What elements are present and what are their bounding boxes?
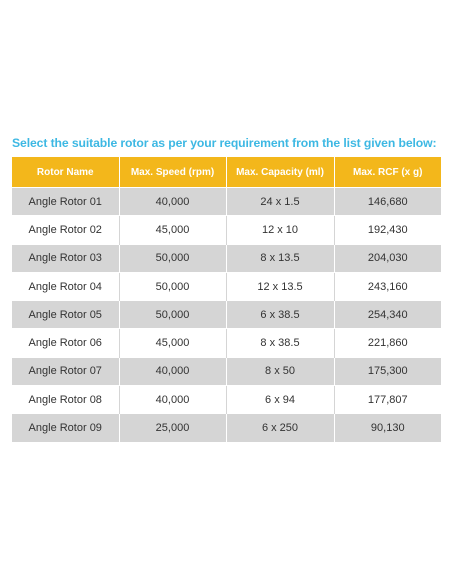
max-capacity-cell: 6 x 250: [226, 414, 334, 442]
column-header-max-speed: Max. Speed (rpm): [119, 157, 226, 188]
max-speed-cell: 50,000: [119, 272, 226, 300]
rotor-name-cell: Angle Rotor 03: [12, 244, 119, 272]
rotor-name-cell: Angle Rotor 09: [12, 414, 119, 442]
column-header-max-rcf: Max. RCF (x g): [334, 157, 441, 188]
max-speed-cell: 50,000: [119, 301, 226, 329]
max-rcf-cell: 175,300: [334, 357, 441, 385]
column-header-rotor-name: Rotor Name: [12, 157, 119, 188]
rotor-name-cell: Angle Rotor 02: [12, 216, 119, 244]
rotor-name-cell: Angle Rotor 08: [12, 386, 119, 414]
max-speed-cell: 40,000: [119, 188, 226, 216]
max-rcf-cell: 90,130: [334, 414, 441, 442]
max-capacity-cell: 8 x 13.5: [226, 244, 334, 272]
rotor-name-cell: Angle Rotor 04: [12, 272, 119, 300]
max-speed-cell: 40,000: [119, 357, 226, 385]
max-rcf-cell: 177,807: [334, 386, 441, 414]
max-capacity-cell: 6 x 94: [226, 386, 334, 414]
rotor-name-cell: Angle Rotor 06: [12, 329, 119, 357]
max-capacity-cell: 8 x 50: [226, 357, 334, 385]
table-row: [12, 188, 441, 216]
table-row: [12, 301, 441, 329]
max-capacity-cell: 24 x 1.5: [226, 188, 334, 216]
rotor-name-cell: Angle Rotor 07: [12, 357, 119, 385]
rotor-name-cell: Angle Rotor 01: [12, 188, 119, 216]
table-row: [12, 272, 441, 300]
max-rcf-cell: 243,160: [334, 272, 441, 300]
max-speed-cell: 45,000: [119, 216, 226, 244]
max-capacity-cell: 8 x 38.5: [226, 329, 334, 357]
table-row: [12, 244, 441, 272]
column-header-max-capacity: Max. Capacity (ml): [226, 157, 334, 188]
table-header-row: [12, 157, 441, 188]
max-speed-cell: 50,000: [119, 244, 226, 272]
max-speed-cell: 40,000: [119, 386, 226, 414]
rotor-table: [12, 157, 441, 442]
table-row: [12, 386, 441, 414]
max-capacity-cell: 6 x 38.5: [226, 301, 334, 329]
max-speed-cell: 25,000: [119, 414, 226, 442]
table-row: [12, 216, 441, 244]
max-speed-cell: 45,000: [119, 329, 226, 357]
max-capacity-cell: 12 x 13.5: [226, 272, 334, 300]
max-rcf-cell: 192,430: [334, 216, 441, 244]
table-row: [12, 329, 441, 357]
max-rcf-cell: 254,340: [334, 301, 441, 329]
table-row: [12, 414, 441, 442]
max-rcf-cell: 204,030: [334, 244, 441, 272]
max-rcf-cell: 146,680: [334, 188, 441, 216]
table-row: [12, 357, 441, 385]
page-heading: Select the suitable rotor as per your requirement from the list given below:: [12, 136, 437, 150]
rotor-name-cell: Angle Rotor 05: [12, 301, 119, 329]
max-rcf-cell: 221,860: [334, 329, 441, 357]
max-capacity-cell: 12 x 10: [226, 216, 334, 244]
